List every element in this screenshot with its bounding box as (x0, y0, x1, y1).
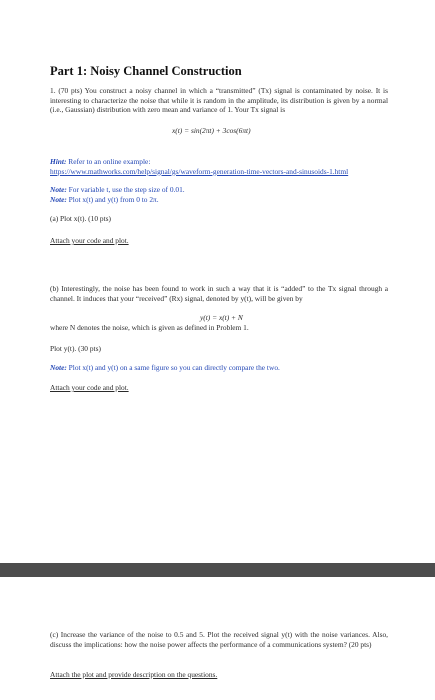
hint-block (50, 157, 350, 176)
page-title: Part 1: Noisy Channel Construction (50, 64, 242, 78)
note-label: Note: (50, 185, 67, 194)
hint-text: Refer to an online example: (66, 157, 151, 166)
part-b-attach-link[interactable]: Attach your code and plot. (50, 383, 129, 392)
part-c-text: (c) Increase the variance of the noise to 0.5 and 5. Plot the received signal y(t) with the noise variances. Also, discuss the implications: how the noise power affects the performance of a communications system? (20 pts) (50, 630, 388, 649)
note-text: Plot x(t) and y(t) from 0 to 2π. (66, 195, 159, 204)
page-divider (0, 563, 435, 577)
note-label: Note: (50, 363, 67, 372)
hint-link[interactable]: https://www.mathworks.com/help/signal/gs/waveform-generation-time-vectors-and-sinusoids-1.html (50, 166, 349, 176)
part-b-intro: (b) Interestingly, the noise has been found to work in such a way that it is “added” to the Tx signal through a channel. It induces that your “received” (Rx) signal, denoted by y(t), will be given by (50, 284, 388, 303)
rx-equation: y(t) = x(t) + N (200, 313, 243, 322)
part-b-where: where N denotes the noise, which is given as defined in Problem 1. (50, 323, 249, 332)
part-c-attach-link[interactable]: Attach the plot and provide description on the questions. (50, 670, 218, 679)
problem1-intro: 1. (70 pts) You construct a noisy channel in which a “transmitted” (Tx) signal is contaminated by noise. It is interesting to characterize the noise that while it is random in the amplitude, its distribution is given by a normal (i.e., Gaussian) distribution with zero mean and variance of 1. Your Tx signal is (50, 86, 388, 115)
part-a-attach-link[interactable]: Attach your code and plot. (50, 236, 129, 245)
note-label: Note: (50, 195, 67, 204)
note-text: For variable t, use the step size of 0.01. (66, 185, 185, 194)
part-a-text: (a) Plot x(t). (10 pts) (50, 214, 111, 223)
note-step-size (50, 185, 185, 195)
part-b-note (50, 363, 280, 373)
note-text: Plot x(t) and y(t) on a same figure so you can directly compare the two. (66, 363, 280, 372)
part-b-plot-text: Plot y(t). (30 pts) (50, 344, 101, 353)
note-plot-range (50, 195, 159, 205)
tx-equation: x(t) = sin(2πt) + 3cos(6πt) (172, 126, 251, 135)
hint-label: Hint: (50, 157, 67, 166)
